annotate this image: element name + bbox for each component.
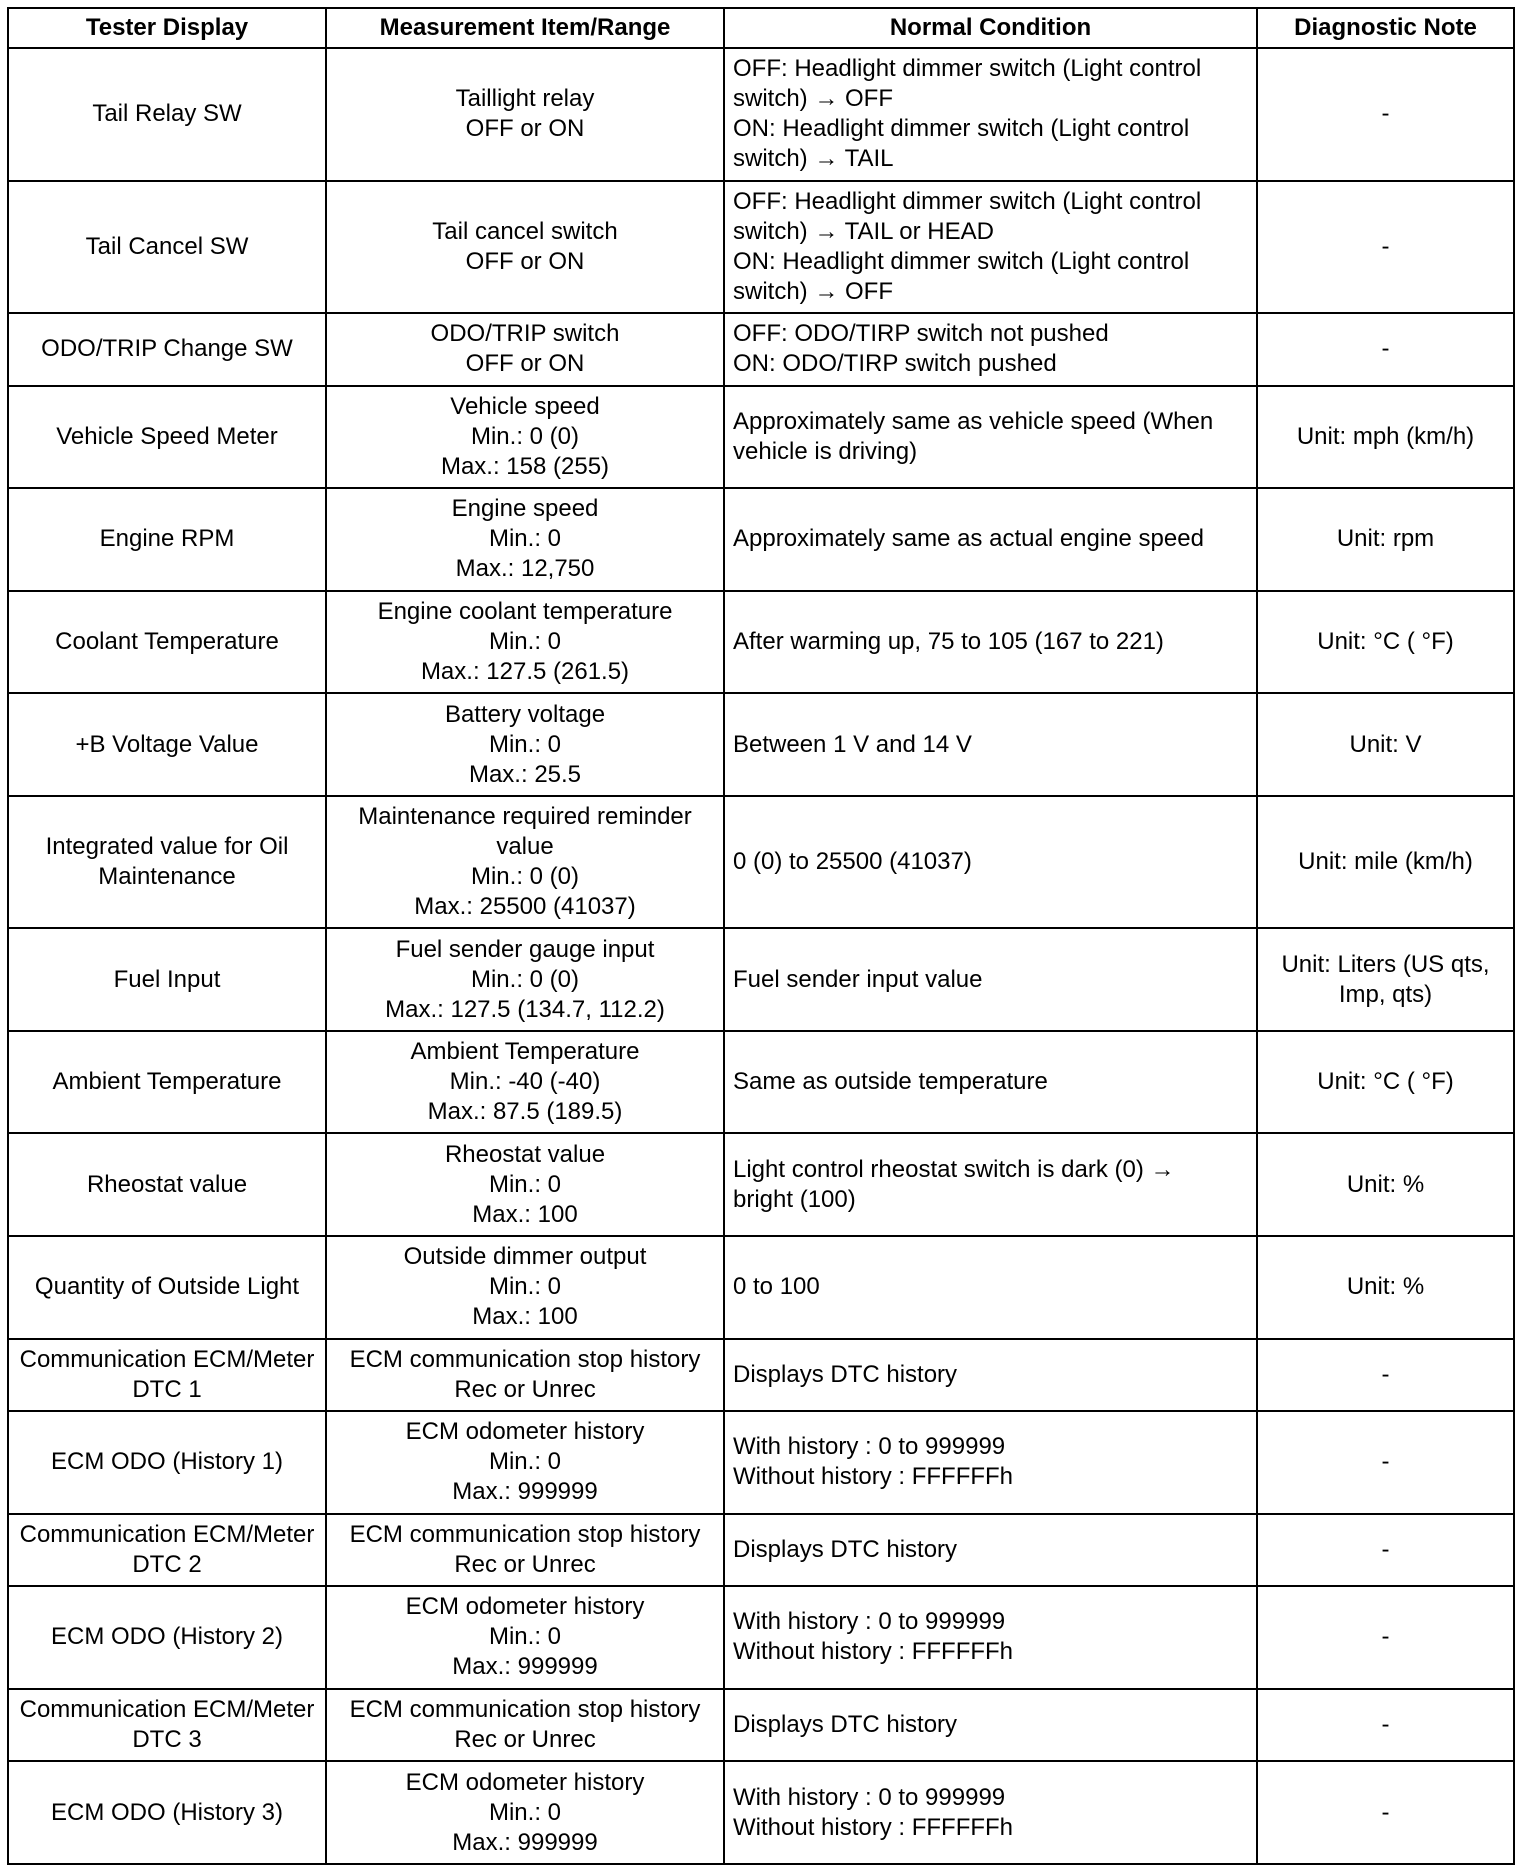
measurement-item-line: Min.: 0 (0) (470, 422, 580, 450)
tester-display-cell (8, 488, 326, 591)
tester-display-line: ECM ODO (History 1) (50, 1448, 283, 1476)
measurement-item-line: ECM odometer history (405, 1418, 645, 1446)
measurement-item-line: Taillight relay (455, 85, 595, 113)
normal-condition-cell (724, 1236, 1257, 1339)
normal-condition-line: 0 (0) to 25500 (41037) (733, 848, 972, 876)
normal-condition-cell (724, 488, 1257, 591)
measurement-item-line: Rec or Unrec (454, 1726, 596, 1754)
normal-condition-cell (724, 48, 1257, 181)
table-row (8, 1339, 1514, 1412)
measurement-item-line: OFF or ON (465, 247, 585, 275)
tester-display-line: Rheostat value (86, 1170, 248, 1198)
measurement-item-cell (326, 796, 724, 929)
diagnostic-note-cell (1257, 796, 1514, 929)
table-row (8, 1031, 1514, 1134)
measurement-item-cell (326, 591, 724, 694)
table-row (8, 1586, 1514, 1689)
table-header (8, 8, 1514, 48)
tester-display-line: Communication ECM/Meter (19, 1520, 315, 1548)
normal-condition-cell (724, 1411, 1257, 1514)
table-row (8, 181, 1514, 314)
measurement-item-line: Min.: 0 (0) (470, 863, 580, 891)
table-row (8, 1236, 1514, 1339)
measurement-item-cell (326, 181, 724, 314)
diagnostic-note-line: Unit: rpm (1336, 525, 1435, 553)
table-row (8, 1689, 1514, 1762)
measurement-item-line: Min.: 0 (488, 628, 562, 655)
measurement-item-line: Min.: 0 (488, 1273, 562, 1301)
tester-display-cell (8, 1411, 326, 1514)
tester-display-line: Integrated value for Oil (45, 833, 289, 861)
diagnostic-note-cell (1257, 1339, 1514, 1412)
tester-display-line: Maintenance (98, 863, 236, 891)
header-measurement-item: Measurement Item/Range (326, 8, 724, 48)
measurement-item-line: Fuel sender gauge input (395, 935, 655, 963)
diagnostic-note-cell (1257, 1514, 1514, 1587)
tester-display-cell (8, 1514, 326, 1587)
normal-condition-cell (724, 386, 1257, 489)
diagnostic-note-cell (1257, 1133, 1514, 1236)
diagnostic-note-line: Unit: mile (km/h) (1298, 848, 1473, 876)
normal-condition-line: Without history : FFFFFFh (733, 1813, 1014, 1841)
tester-display-cell (8, 1236, 326, 1339)
tester-display-line: Vehicle Speed Meter (56, 422, 278, 450)
diagnostic-note-line: Imp, qts) (1338, 980, 1433, 1008)
measurement-item-cell (326, 1761, 724, 1864)
normal-condition-line: Fuel sender input value (733, 965, 983, 993)
tester-display-line: ECM ODO (History 2) (50, 1623, 283, 1651)
tester-display-cell (8, 591, 326, 694)
diagnostic-note-cell (1257, 1411, 1514, 1514)
diagnostic-note-line: Unit: mph (km/h) (1296, 422, 1475, 450)
measurement-item-cell (326, 1586, 724, 1689)
measurement-item-cell (326, 928, 724, 1031)
normal-condition-line: OFF: ODO/TIRP switch not pushed (733, 320, 1109, 348)
table-row (8, 796, 1514, 929)
tester-display-cell (8, 1133, 326, 1236)
measurement-item-line: Max.: 999999 (452, 1828, 598, 1856)
measurement-item-cell (326, 1339, 724, 1412)
tester-display-line: Communication ECM/Meter (19, 1696, 315, 1724)
measurement-item-line: Max.: 100 (472, 1303, 578, 1331)
measurement-item-line: Max.: 999999 (452, 1653, 598, 1681)
spec-sheet (7, 7, 1513, 1861)
normal-condition-cell (724, 928, 1257, 1031)
normal-condition-cell (724, 1586, 1257, 1689)
normal-condition-line: Between 1 V and 14 V (733, 730, 972, 758)
tester-display-cell (8, 1689, 326, 1762)
measurement-item-line: Min.: -40 (-40) (449, 1068, 601, 1096)
measurement-item-line: Min.: 0 (488, 1623, 562, 1651)
tester-display-table (7, 7, 1515, 1865)
diagnostic-note-line: - (1381, 100, 1390, 128)
normal-condition-line: bright (100) (733, 1185, 856, 1213)
table-row (8, 1761, 1514, 1864)
normal-condition-cell (724, 693, 1257, 796)
diagnostic-note-cell (1257, 386, 1514, 489)
measurement-item-line: ECM odometer history (405, 1593, 645, 1621)
normal-condition-line: Light control rheostat switch is dark (0) → (733, 1155, 1175, 1183)
tester-display-line: ODO/TRIP Change SW (41, 335, 293, 363)
normal-condition-line: With history : 0 to 999999 (733, 1608, 1006, 1636)
diagnostic-note-cell (1257, 1586, 1514, 1689)
normal-condition-cell (724, 1133, 1257, 1236)
normal-condition-line: Approximately same as actual engine speed (733, 525, 1204, 553)
measurement-item-line: Max.: 158 (255) (440, 452, 610, 480)
normal-condition-cell (724, 796, 1257, 929)
tester-display-line: Engine RPM (99, 525, 235, 553)
table-row (8, 1411, 1514, 1514)
tester-display-cell (8, 386, 326, 489)
header-row (8, 8, 1514, 48)
diagnostic-note-cell (1257, 181, 1514, 314)
measurement-item-line: ECM communication stop history (349, 1520, 701, 1548)
normal-condition-line: Same as outside temperature (733, 1068, 1048, 1096)
measurement-item-line: Engine coolant temperature (377, 598, 673, 625)
measurement-item-line: Maintenance required reminder (358, 803, 692, 831)
diagnostic-note-line: - (1381, 1711, 1390, 1739)
measurement-item-line: Max.: 12,750 (455, 555, 595, 583)
normal-condition-cell (724, 1689, 1257, 1762)
normal-condition-line: ON: ODO/TIRP switch pushed (733, 350, 1057, 378)
measurement-item-line: Rec or Unrec (454, 1550, 596, 1578)
diagnostic-note-line: Unit: Liters (US qts, (1281, 950, 1490, 978)
normal-condition-line: Without history : FFFFFFh (733, 1463, 1014, 1491)
table-row (8, 313, 1514, 386)
normal-condition-line: switch) → TAIL (733, 145, 894, 173)
tester-display-cell (8, 796, 326, 929)
tester-display-line: +B Voltage Value (75, 730, 259, 758)
measurement-item-cell (326, 1689, 724, 1762)
measurement-item-line: Min.: 0 (488, 1448, 562, 1476)
diagnostic-note-cell (1257, 591, 1514, 694)
measurement-item-line: OFF or ON (465, 115, 585, 143)
tester-display-cell (8, 1031, 326, 1134)
measurement-item-line: OFF or ON (465, 350, 585, 378)
normal-condition-line: Approximately same as vehicle speed (When (733, 407, 1214, 435)
tester-display-cell (8, 313, 326, 386)
table-row (8, 693, 1514, 796)
normal-condition-cell (724, 313, 1257, 386)
measurement-item-cell (326, 48, 724, 181)
table-body (8, 48, 1514, 1864)
measurement-item-line: Ambient Temperature (410, 1038, 640, 1066)
normal-condition-line: OFF: Headlight dimmer switch (Light control (733, 187, 1202, 215)
measurement-item-line: Max.: 25.5 (468, 760, 582, 788)
normal-condition-line: ON: Headlight dimmer switch (Light control (733, 115, 1190, 143)
table-row (8, 1133, 1514, 1236)
tester-display-cell (8, 693, 326, 796)
diagnostic-note-line: - (1381, 1535, 1390, 1563)
tester-display-cell (8, 181, 326, 314)
header-diagnostic-note: Diagnostic Note (1257, 8, 1514, 48)
tester-display-line: Ambient Temperature (52, 1068, 282, 1096)
measurement-item-line: Engine speed (451, 495, 599, 523)
diagnostic-note-line: - (1381, 232, 1390, 260)
normal-condition-line: Without history : FFFFFFh (733, 1638, 1014, 1666)
measurement-item-cell (326, 313, 724, 386)
table-row (8, 488, 1514, 591)
tester-display-cell (8, 1586, 326, 1689)
measurement-item-line: Min.: 0 (488, 1170, 562, 1198)
diagnostic-note-line: Unit: V (1349, 730, 1422, 758)
diagnostic-note-cell (1257, 1031, 1514, 1134)
tester-display-line: DTC 2 (132, 1550, 202, 1578)
diagnostic-note-line: Unit: °C ( °F) (1317, 628, 1454, 655)
diagnostic-note-cell (1257, 693, 1514, 796)
measurement-item-line: value (496, 833, 554, 861)
diagnostic-note-cell (1257, 313, 1514, 386)
measurement-item-cell (326, 693, 724, 796)
measurement-item-line: ECM communication stop history (349, 1345, 701, 1373)
measurement-item-line: Tail cancel switch (432, 217, 618, 245)
diagnostic-note-line: Unit: % (1346, 1273, 1425, 1301)
normal-condition-line: switch) → OFF (733, 277, 893, 305)
measurement-item-cell (326, 1031, 724, 1134)
measurement-item-cell (326, 488, 724, 591)
measurement-item-line: Outside dimmer output (403, 1243, 647, 1271)
normal-condition-cell (724, 181, 1257, 314)
normal-condition-line: Displays DTC history (733, 1360, 958, 1388)
diagnostic-note-cell (1257, 928, 1514, 1031)
diagnostic-note-cell (1257, 1761, 1514, 1864)
measurement-item-line: ECM odometer history (405, 1768, 645, 1796)
measurement-item-line: Max.: 127.5 (134.7, 112.2) (385, 995, 665, 1023)
tester-display-line: Fuel Input (113, 965, 221, 993)
measurement-item-cell (326, 1133, 724, 1236)
header-normal-condition: Normal Condition (724, 8, 1257, 48)
diagnostic-note-cell (1257, 1689, 1514, 1762)
measurement-item-cell (326, 1514, 724, 1587)
normal-condition-cell (724, 1031, 1257, 1134)
header-tester-display: Tester Display (8, 8, 326, 48)
normal-condition-line: OFF: Headlight dimmer switch (Light control (733, 55, 1202, 83)
tester-display-line: Quantity of Outside Light (34, 1273, 300, 1301)
measurement-item-line: Max.: 100 (472, 1200, 578, 1228)
tester-display-line: Coolant Temperature (55, 628, 279, 655)
table-row (8, 1514, 1514, 1587)
tester-display-cell (8, 48, 326, 181)
table-row (8, 386, 1514, 489)
measurement-item-line: Battery voltage (444, 700, 606, 728)
tester-display-line: Tail Cancel SW (85, 232, 249, 260)
tester-display-cell (8, 1339, 326, 1412)
measurement-item-line: Max.: 999999 (452, 1478, 598, 1506)
diagnostic-note-line: - (1381, 335, 1390, 363)
normal-condition-line: ON: Headlight dimmer switch (Light control (733, 247, 1190, 275)
diagnostic-note-line: Unit: °C ( °F) (1317, 1068, 1454, 1096)
measurement-item-line: Max.: 127.5 (261.5) (420, 658, 630, 685)
measurement-item-line: Rec or Unrec (454, 1375, 596, 1403)
diagnostic-note-line: - (1381, 1623, 1390, 1651)
normal-condition-line: Displays DTC history (733, 1711, 958, 1739)
tester-display-cell (8, 1761, 326, 1864)
tester-display-cell (8, 928, 326, 1031)
table-row (8, 48, 1514, 181)
diagnostic-note-line: - (1381, 1360, 1390, 1388)
normal-condition-line: switch) → OFF (733, 85, 893, 113)
tester-display-line: ECM ODO (History 3) (50, 1798, 283, 1826)
diagnostic-note-cell (1257, 1236, 1514, 1339)
diagnostic-note-cell (1257, 488, 1514, 591)
measurement-item-line: Vehicle speed (450, 392, 600, 420)
table-row (8, 928, 1514, 1031)
measurement-item-line: Min.: 0 (488, 730, 562, 758)
diagnostic-note-line: - (1381, 1448, 1390, 1476)
measurement-item-line: ODO/TRIP switch (430, 320, 620, 348)
measurement-item-line: Min.: 0 (488, 1798, 562, 1826)
tester-display-line: DTC 1 (132, 1375, 202, 1403)
tester-display-line: Tail Relay SW (92, 100, 242, 128)
measurement-item-line: Max.: 25500 (41037) (414, 893, 636, 921)
measurement-item-line: Max.: 87.5 (189.5) (427, 1098, 623, 1126)
normal-condition-line: vehicle is driving) (733, 437, 918, 465)
table-row (8, 591, 1514, 694)
measurement-item-cell (326, 1236, 724, 1339)
normal-condition-line: With history : 0 to 999999 (733, 1433, 1006, 1461)
normal-condition-cell (724, 1514, 1257, 1587)
tester-display-line: DTC 3 (132, 1726, 202, 1754)
normal-condition-line: With history : 0 to 999999 (733, 1783, 1006, 1811)
diagnostic-note-line: - (1381, 1798, 1390, 1826)
normal-condition-line: 0 to 100 (733, 1273, 820, 1301)
measurement-item-line: Min.: 0 (0) (470, 965, 580, 993)
tester-display-line: Communication ECM/Meter (19, 1345, 315, 1373)
normal-condition-cell (724, 1339, 1257, 1412)
measurement-item-cell (326, 1411, 724, 1514)
measurement-item-cell (326, 386, 724, 489)
measurement-item-line: Min.: 0 (488, 525, 562, 553)
measurement-item-line: Rheostat value (444, 1140, 606, 1168)
diagnostic-note-cell (1257, 48, 1514, 181)
normal-condition-line: switch) → TAIL or HEAD (733, 217, 994, 245)
normal-condition-cell (724, 591, 1257, 694)
measurement-item-line: ECM communication stop history (349, 1696, 701, 1724)
normal-condition-cell (724, 1761, 1257, 1864)
normal-condition-line: After warming up, 75 to 105 (167 to 221) (733, 628, 1164, 655)
diagnostic-note-line: Unit: % (1346, 1170, 1425, 1198)
normal-condition-line: Displays DTC history (733, 1535, 958, 1563)
